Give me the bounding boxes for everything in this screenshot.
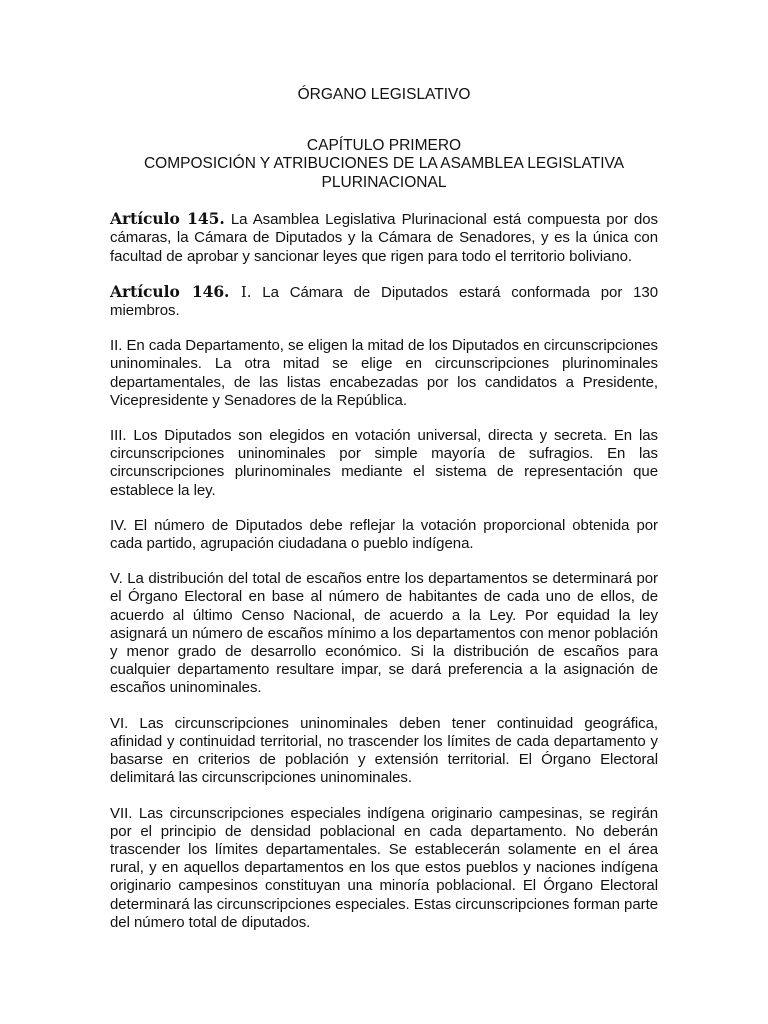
article-145 <box>110 210 658 266</box>
paragraph-iii: III. Los Diputados son elegidos en votación universal, directa y secreta. En las circunscripciones uninominales por simple mayoría de sufragios. En las circunscripciones plurinominales mediante el sistema de representación que establece la ley. <box>110 427 658 499</box>
article-146-label: Artículo 146. <box>110 281 230 301</box>
article-145-text: La Asamblea Legislativa Plurinacional está compuesta por dos cámaras, la Cámara de Diputados y la Cámara de Senadores, y es la única con facultad de aprobar y sancionar leyes que rigen para todo el territorio boliviano. <box>110 211 658 265</box>
paragraph-v: V. La distribución del total de escaños entre los departamentos se determinará por el Órgano Electoral en base al número de habitantes de cada uno de ellos, de acuerdo al último Censo Nacional, de acuerdo a la Ley. Por equidad la ley asignará un número de escaños mínimo a los departamentos con menor población y menor grado de desarrollo económico. Si la distribución de escaños para cualquier departamento resultare impar, se dará preferencia a la asignación de escaños uninominales. <box>110 570 658 697</box>
article-146-numeral: I. <box>229 282 252 301</box>
paragraph-iv: IV. El número de Diputados debe reflejar la votación proporcional obtenida por cada partido, agrupación ciudadana o pueblo indígena. <box>110 516 658 553</box>
paragraph-ii: II. En cada Departamento, se eligen la mitad de los Diputados en circunscripciones uninominales. La otra mitad se elige en circunscripciones plurinominales departamentales, de las listas encabezadas por los candidatos a Presidente, Vicepresidente y Senadores de la República. <box>110 337 658 409</box>
article-146 <box>110 283 658 320</box>
article-146-text: La Cámara de Diputados estará conformada por 130 miembros. <box>110 283 659 320</box>
document-page <box>110 86 658 932</box>
paragraph-vi: VI. Las circunscripciones uninominales deben tener continuidad geográfica, afinidad y continuidad territorial, no trascender los límites de cada departamento y basarse en criterios de población y extensión territorial. El Órgano Electoral delimitará las circunscripciones uninominales. <box>110 714 658 787</box>
document-title: ÓRGANO LEGISLATIVO <box>297 86 471 103</box>
chapter-title-line-2: PLURINACIONAL <box>321 173 447 191</box>
chapter-heading <box>110 137 658 192</box>
article-145-label: Artículo 145. <box>110 209 225 229</box>
chapter-title-line-1: COMPOSICIÓN Y ATRIBUCIONES DE LA ASAMBLEA LEGISLATIVA <box>143 155 625 173</box>
paragraph-vii: VII. Las circunscripciones especiales indígena originario campesinas, se regirán por el principio de densidad poblacional en cada departamento. No deberán trascender los límites departamentales. Se establecerán solamente en el área rural, y en aquellos departamentos en los que estos pueblos y naciones indígena originario campesinos constituyan una minoría poblacional. El Órgano Electoral determinará las circunscripciones especiales. Estas circunscripciones forman parte del número total de diputados. <box>110 804 658 931</box>
chapter-number: CAPÍTULO PRIMERO <box>306 137 462 154</box>
